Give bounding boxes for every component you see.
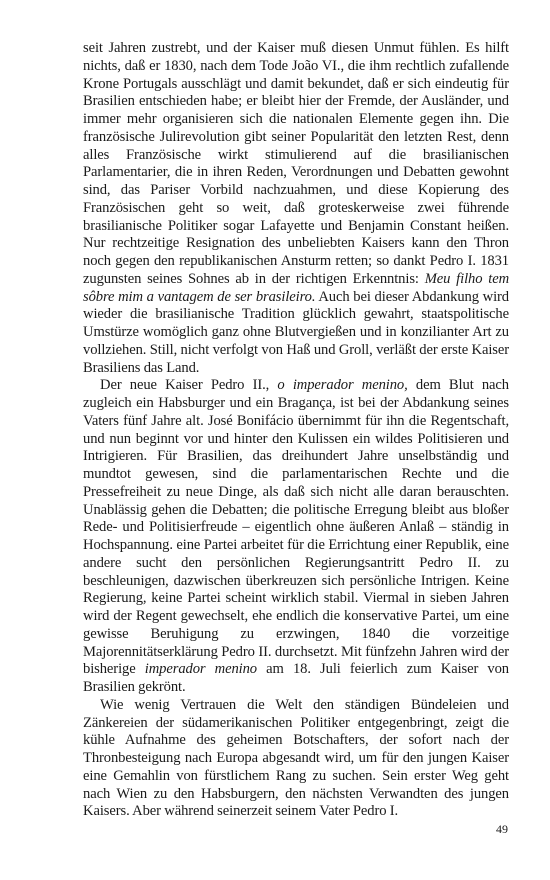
text-run: dem Blut nach zugleich ein Habsburger und ein Bragança, ist bei der Abdankung seines Vaters fünf Jahre alt. José Bonifácio übernimmt für ihn die Regentschaft, und nun beginnt vor und hinter den Kulissen ein wildes Politisieren und Intrigieren. Für Brasilien, das dreihundert Jahre unselbständig und mundtot gewesen, sind die parlamentarischen Rechte und die Pressefreiheit zu neue Dinge, als daß sich nicht alle daran berauschten. Unablässig gehen die Debatten; die politische Erregung bleibt aus bloßer Rede- und Politisierfreude – eigentlich ohne äußeren Anlaß – ständig in Hochspannung. eine Partei arbeitet für die Errichtung einer Republik, eine andere sucht den persönlichen Regierungsantritt Pedro II. zu beschleunigen, dazwischen überkreuzen sich persönliche Intrigen. Keine Regierung, keine Partei scheint wirklich stabil. Viermal in sieben Jahren wird der Regent gewechselt, ehe endlich die konservative Partei, um eine gewisse Beruhigung zu erzwingen, 1840 die vorzeitige Majorennitätserklärung Pedro II. durchsetzt. Mit fünfzehn Jahren wird der bisherige [83, 377, 510, 678]
italic-text-run: Meu filho tem sôbre mim a vantagem de ser brasileiro. [83, 270, 510, 305]
italic-text-run: imperador menino [144, 661, 258, 678]
paragraph-1 [83, 40, 509, 377]
text-run: am 18. Juli feierlich zum Kaiser von Brasilien gekrönt. [83, 661, 509, 695]
text-run: Wie wenig Vertrauen die Welt den ständigen Bündeleien und Zänkereien der südamerikanischen Politiker entgegenbringt, zeigt die kühle Aufnahme des geheimen Botschafters, der sofort nach der Thronbesteigung nach Europa abgesandt wird, um für den jungen Kaiser eine Gemahlin von fürstlichem Rang zu suchen. Sein erster Weg geht nach Wien zu den Habsburgern, den nächsten Verwandten des jungen Kaisers. Aber während seinerzeit seinem Vater Pedro I. [83, 696, 509, 820]
book-page-body [83, 40, 509, 821]
italic-text-run: o imperador menino, [277, 377, 408, 394]
paragraph-2 [83, 377, 509, 697]
text-run: Auch bei dieser Abdankung wird wieder die brasilianische Tradition glücklich gewahrt, staatspolitische Umstürze womöglich ganz ohne Blutvergießen und in konzilianter Art zu vollziehen. Still, nicht verfolgt von Haß und Groll, verläßt der erste Kaiser Brasiliens das Land. [83, 288, 509, 376]
page-number: 49 [496, 822, 508, 836]
text-run: seit Jahren zustrebt, und der Kaiser muß diesen Unmut fühlen. Es hilft nichts, daß er 1830, nach dem Tode João VI., die ihm rechtlich zufallende Krone Portugals ausschlägt und damit bekundet, daß er sich eindeutig für Brasilien entschieden habe; er bleibt hier der Fremde, der Ausländer, und immer mehr organisieren sich die nationalen Elemente gegen ihn. Die französische Julirevolution gibt seiner Popularität den letzten Rest, denn alles Französische wirkt stimulierend auf die brasilianischen Parlamentarier, die in ihren Reden, Verordnungen und Debatten gewohnt sind, das Pariser Vorbild nachzuahmen, und diese Kopierung des Französischen geht so weit, daß groteskerweise zwei führende brasilianische Politiker sogar Lafayette und Benjamin Constant heißen. Nur rechtzeitige Resignation des unbeliebten Kaisers kann den Thron noch gegen den republikanischen Ansturm retten; so dankt Pedro I. 1831 zugunsten seines Sohnes ab in der richtigen Erkenntnis: [83, 40, 509, 287]
paragraph-3 [83, 697, 509, 821]
text-run: Der neue Kaiser Pedro II., [100, 377, 278, 394]
